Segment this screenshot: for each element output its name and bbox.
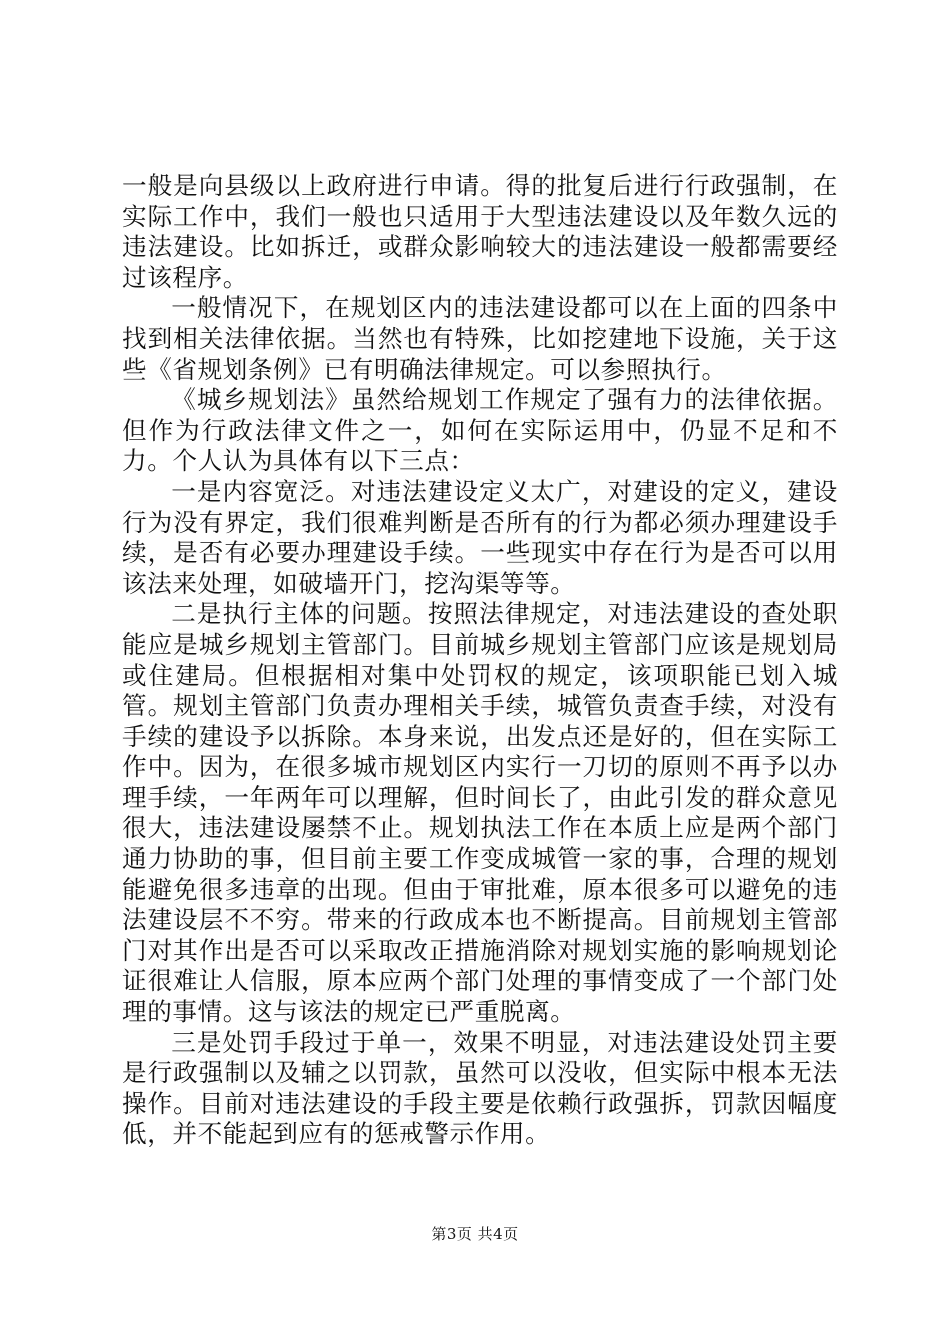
page-number-footer: 第3页 共4页 xyxy=(431,1225,519,1243)
paragraph-point-three: 三是处罚手段过于单一，效果不明显，对违法建设处罚主要是行政强制以及辅之以罚款，虽然可以没收，但实际中根本无法操作。目前对违法建设的手段主要是依赖行政强拆，罚款因幅度低，并不能起到应有的惩戒警示作用。 xyxy=(122,1027,838,1149)
paragraph-point-two: 二是执行主体的问题。按照法律规定，对违法建设的查处职能应是城乡规划主管部门。目前城乡规划主管部门应该是规划局或住建局。但根据相对集中处罚权的规定，该项职能已划入城管。规划主管部门负责办理相关手续，城管负责查手续，对没有手续的建设予以拆除。本身来说，出发点还是好的，但在实际工作中。因为，在很多城市规划区内实行一刀切的原则不再予以办理手续，一年两年可以理解，但时间长了，由此引发的群众意见很大，违法建设屡禁不止。规划执法工作在本质上应是两个部门通力协助的事，但目前主要工作变成城管一家的事，合理的规划能避免很多违章的出现。但由于审批难，原本很多可以避免的违法建设层不不穷。带来的行政成本也不断提高。目前规划主管部门对其作出是否可以采取改正措施消除对规划实施的影响规划论证很难让人信服，原本应两个部门处理的事情变成了一个部门处理的事情。这与该法的规定已严重脱离。 xyxy=(122,599,838,1027)
paragraph-law-shortcomings-intro: 《城乡规划法》虽然给规划工作规定了强有力的法律依据。但作为行政法律文件之一，如何在实际运用中，仍显不足和不力。个人认为具体有以下三点： xyxy=(122,385,838,476)
paragraph-legal-basis: 一般情况下，在规划区内的违法建设都可以在上面的四条中找到相关法律依据。当然也有特殊，比如挖建地下设施，关于这些《省规划条例》已有明确法律规定。可以参照执行。 xyxy=(122,293,838,384)
paragraph-point-one: 一是内容宽泛。对违法建设定义太广，对建设的定义，建设行为没有界定，我们很难判断是否所有的行为都必须办理建设手续，是否有必要办理建设手续。一些现实中存在行为是否可以用该法来处理，如破墙开门，挖沟渠等等。 xyxy=(122,476,838,598)
paragraph-continuation: 一般是向县级以上政府进行申请。得的批复后进行行政强制，在实际工作中，我们一般也只适用于大型违法建设以及年数久远的违法建设。比如拆迁，或群众影响较大的违法建设一般都需要经过该程序。 xyxy=(122,171,838,292)
document-body xyxy=(122,171,838,1150)
